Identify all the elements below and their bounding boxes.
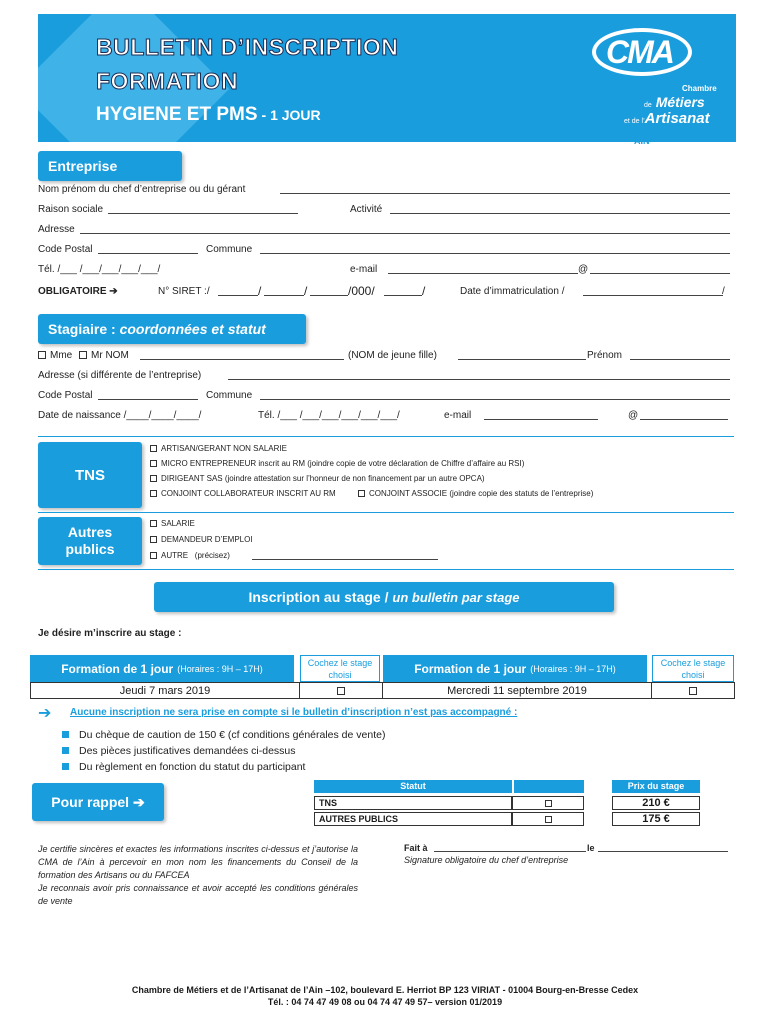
bullet-icon [62,747,69,754]
immat-end: / [722,286,725,297]
autres-label: Autres publics [38,517,142,565]
section-entreprise-label: Entreprise [48,158,118,174]
fait-field[interactable] [434,843,586,852]
divider-tns-top [38,436,734,437]
statut-check-2-cell [512,812,584,826]
cp-field[interactable] [98,244,198,254]
certif-text-2: Je reconnais avoir pris connaissance et avoir accepté les conditions générales de vente [38,883,358,906]
notice-item-1: Du chèque de caution de 150 € (cf conditions générales de vente) [62,729,385,741]
notice-arrow-icon: ➔ [38,705,52,722]
email-label: e-mail [350,264,378,275]
commune-field[interactable] [260,244,730,254]
tns-checkbox-4[interactable] [150,490,157,497]
prix-row-1: 210 € [612,796,700,810]
jeune-fille-field[interactable] [458,350,586,360]
mme-checkbox[interactable] [38,351,46,359]
stag-commune-label: Commune [206,390,253,401]
footer-line1: Chambre de Métiers et de l’Artisanat de l’Ain –102, boulevard E. Herriot BP 123 VIRIAT - 01004 Bourg-en-Bresse Cedex [131,985,639,995]
autres-option-3: AUTRE (précisez) [150,551,230,560]
title-line3: HYGIENE ET PMS - 1 JOUR [96,104,321,125]
siret-value: /000/ [348,284,375,298]
section-entreprise [38,151,182,181]
siret-end: / [422,284,426,298]
siret-field-1[interactable] [218,286,258,296]
col2-checkbox[interactable] [689,687,697,695]
stag-cp-field[interactable] [98,390,198,400]
bullet-icon [62,731,69,738]
prix-header: Prix du stage [612,780,700,793]
civility-row [38,350,129,361]
statut-row-2: AUTRES PUBLICS [314,812,512,826]
col2-header: Formation de 1 jour (Horaires : 9H – 17H) [383,655,647,682]
stag-email-domain-field[interactable] [640,410,728,420]
stag-tel-field[interactable]: Tél. /___ /___/___/___/___/___/ [258,410,400,421]
immat-label: Date d’immatriculation / [460,286,565,297]
logo-line1: Chambre [682,84,717,93]
obligatoire-label: OBLIGATOIRE ➔ [38,286,118,297]
col1-check-cell [299,682,383,699]
tel-field[interactable]: Tél. /___ /___/___/___/___/ [38,264,161,275]
col2-date: Mercredi 11 septembre 2019 [382,682,652,699]
title-line2: FORMATION [96,68,239,94]
section-stagiaire [38,314,306,344]
notice-text: Aucune inscription ne sera prise en compte si le bulletin d’inscription n’est pas accompagné : [70,707,518,718]
notice-item-2: Des pièces justificatives demandées ci-dessus [62,745,296,757]
inscription-banner: Inscription au stage / un bulletin par stage [154,582,614,612]
siret-slash: / [258,284,262,298]
cp-label: Code Postal [38,244,93,255]
tns-checkbox-associe[interactable] [358,490,365,497]
statut-checkbox-1[interactable] [545,800,552,807]
section-stagiaire-label: Stagiaire : coordonnées et statut [48,321,266,337]
autres-checkbox-1[interactable] [150,520,157,527]
col1-checkbox[interactable] [337,687,345,695]
title-line1: BULLETIN D’INSCRIPTION [96,34,399,60]
stag-cp-label: Code Postal [38,390,93,401]
activite-label: Activité [350,204,383,215]
tns-checkbox-1[interactable] [150,445,157,452]
autres-option-2: DEMANDEUR D’EMPLOI [150,535,253,544]
adresse-label: Adresse [38,224,75,235]
col1-header: Formation de 1 jour (Horaires : 9H – 17H) [30,655,294,682]
notice-item-3: Du règlement en fonction du statut du participant [62,761,305,773]
le-field[interactable] [598,843,728,852]
statut-row-1: TNS [314,796,512,810]
adresse-field[interactable] [80,224,730,234]
autre-precisez-field[interactable] [252,551,438,560]
logo-region: AIN [634,136,650,146]
raison-label: Raison sociale [38,204,104,215]
col2-check-cell [651,682,735,699]
autres-option-1: SALARIE [150,519,195,528]
raison-field[interactable] [108,204,298,214]
chef-label: Nom prénom du chef d’entreprise ou du gérant [38,184,246,195]
col1-check-header: Cochez le stage choisi [300,655,380,682]
prix-row-2: 175 € [612,812,700,826]
stag-email-at: @ [628,410,639,421]
nom-field[interactable] [140,350,344,360]
header-banner [38,14,736,142]
desire-label: Je désire m’inscrire au stage : [38,628,182,639]
statut-checkbox-2[interactable] [545,816,552,823]
jeune-fille-label: (NOM de jeune fille) [348,350,437,361]
chef-field[interactable] [280,184,730,194]
commune-label: Commune [206,244,253,255]
divider-autres-bottom [38,569,734,570]
stag-email-field[interactable] [484,410,598,420]
statut-check-header [514,780,584,793]
statut-check-1-cell [512,796,584,810]
siret-slash-2: / [304,284,308,298]
rappel-label: Pour rappel ➔ [32,783,164,821]
siret-field-3[interactable] [310,286,348,296]
tns-option-1: ARTISAN/GERANT NON SALARIE [150,444,287,453]
email-domain-field[interactable] [590,264,730,274]
tns-option-3: DIRIGEANT SAS (joindre attestation sur l’honneur de non financement par un autre OPCA) [150,474,485,483]
mr-checkbox[interactable] [79,351,87,359]
naissance-field[interactable]: Date de naissance /____/____/____/ [38,410,202,421]
logo-line2: de Métiers [644,94,705,110]
activite-field[interactable] [390,204,730,214]
prenom-label: Prénom [587,350,623,361]
signature-label: Signature obligatoire du chef d’entreprise [404,855,569,865]
mr-label: Mr NOM [91,350,129,361]
autres-checkbox-2[interactable] [150,536,157,543]
fait-label: Fait à [404,843,428,853]
mme-label: Mme [50,350,73,361]
col2-check-header: Cochez le stage choisi [652,655,734,682]
email-field[interactable] [388,264,578,274]
stag-adresse-field[interactable] [228,370,730,380]
immat-field[interactable] [583,286,723,296]
logo-line3: et de l’Artisanat [624,110,710,127]
email-at: @ [578,264,589,275]
autres-checkbox-3[interactable] [150,552,157,559]
siret-field-4[interactable] [384,286,422,296]
tns-checkbox-2[interactable] [150,460,157,467]
tns-checkbox-3[interactable] [150,475,157,482]
stag-adresse-label: Adresse (si différente de l’entreprise) [38,370,202,381]
le-label: le [587,843,595,853]
prenom-field[interactable] [630,350,730,360]
siret-label: N° SIRET :/ [158,286,210,297]
tns-option-2: MICRO ENTREPRENEUR inscrit au RM (joindre copie de votre déclaration de Chiffre d’affaire au RSI) [150,459,524,468]
col1-date: Jeudi 7 mars 2019 [30,682,300,699]
cma-logo [586,22,726,138]
certif-text-1: Je certifie sincères et exactes les informations inscrites ci-dessus et j’autorise la CMA de l’Ain à percevoir en mon nom les financements du Conseil de la formation des Artisans ou du FAFCEA [38,844,358,880]
tns-option-associe: CONJOINT ASSOCIE (joindre copie des statuts de l’entreprise) [358,489,593,498]
tns-label: TNS [38,442,142,508]
bullet-icon [62,763,69,770]
statut-header: Statut [314,780,512,793]
logo-letters: CMA [606,34,673,70]
tns-option-4: CONJOINT COLLABORATEUR INSCRIT AU RM [150,489,336,498]
siret-field-2[interactable] [264,286,304,296]
footer-line2: Tél. : 04 74 47 49 08 ou 04 74 47 49 57– version 01/2019 [267,997,503,1007]
stag-email-label: e-mail [444,410,472,421]
divider-autres-top [38,512,734,513]
stag-commune-field[interactable] [260,390,730,400]
